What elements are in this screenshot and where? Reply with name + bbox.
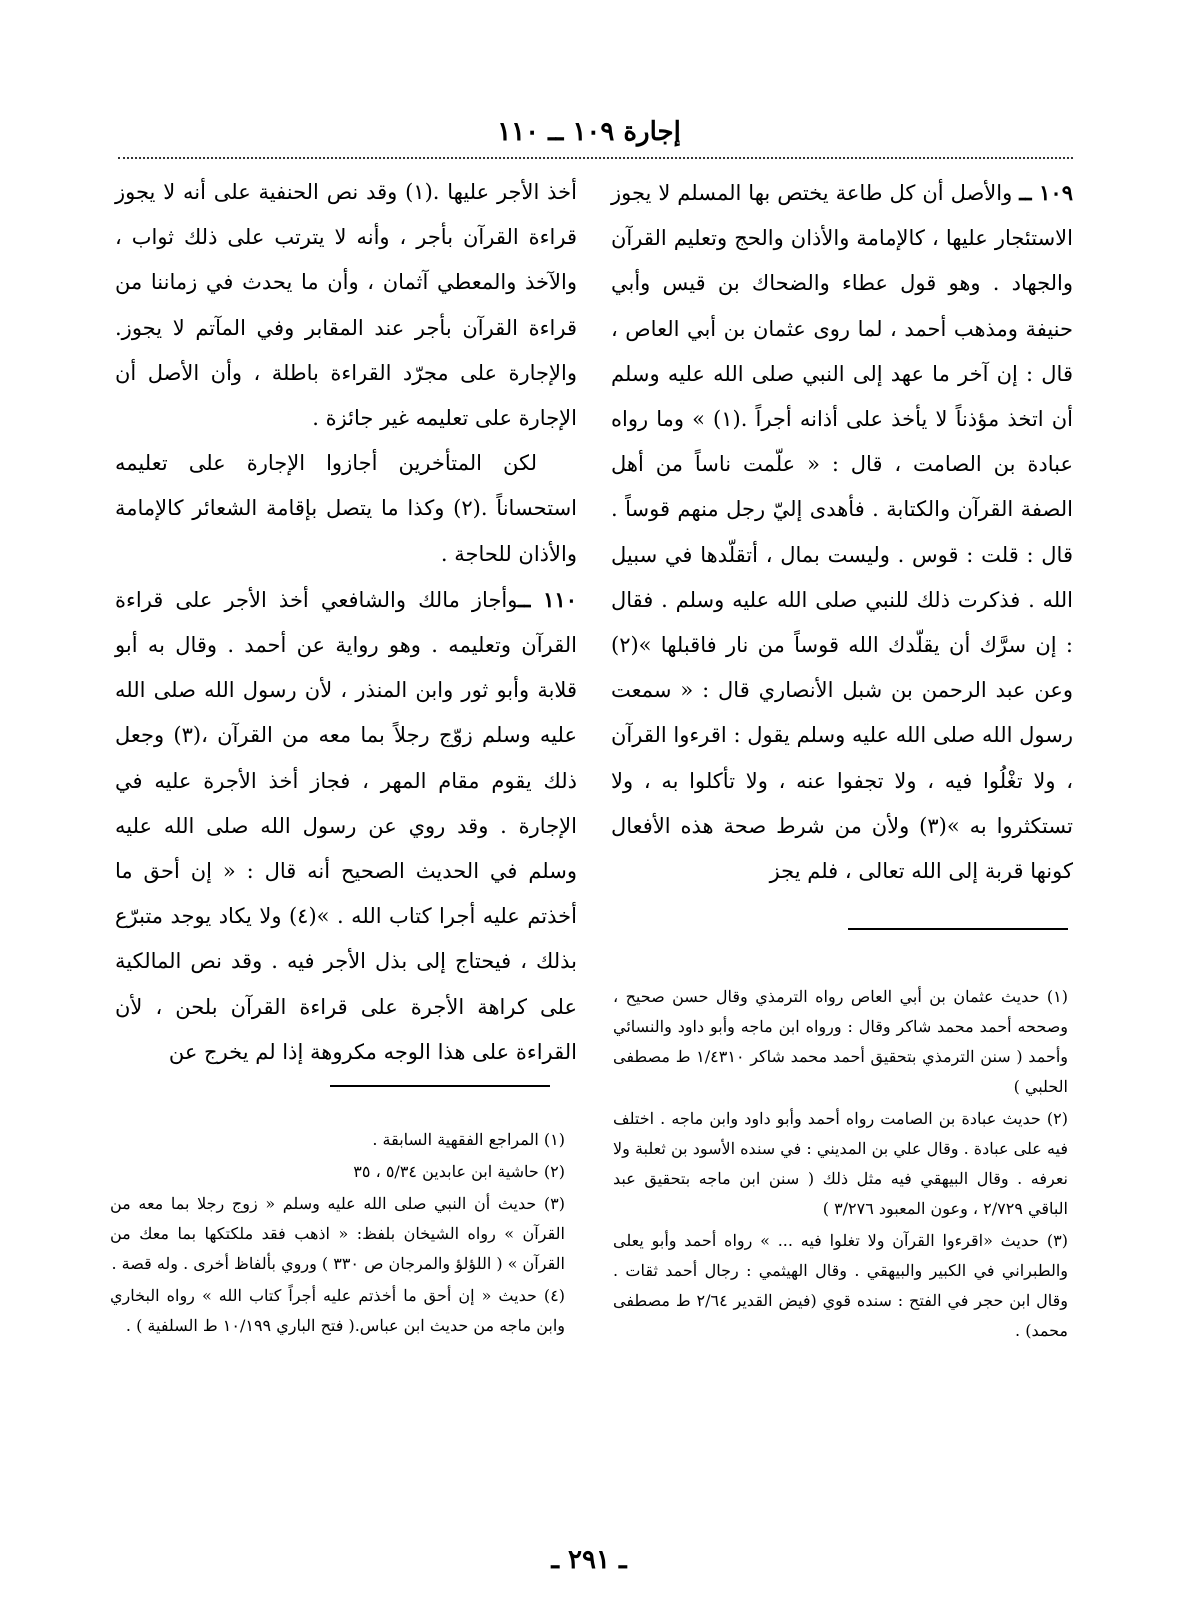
paragraph-110-text: وأجاز مالك والشافعي أخذ الأجر على قراءة القرآن وتعليمه . وهو رواية عن أحمد . وقال به أبو قلابة وأبو ثور وابن المنذر ، لأن رسول الله صلى الله عليه وسلم زوّج رجلاً بما معه من القرآن ،(٣) وجعل ذلك يقوم مقام المهر ، فجاز أخذ الأجرة عليه في الإجارة . وقد روي عن رسول الله صلى الله عليه وسلم في الحديث الصحيح أنه قال : « إن أحق ما أخذتم عليه أجرا كتاب الله . »(٤) ولا يكاد يوجد متبرّع بذلك ، فيحتاج إلى بذل الأجر فيه . وقد نص المالكية على كراهة الأجرة على قراءة القرآن بلحن ، لأن القراءة على هذا الوجه مكروهة إذا لم يخرج عن [115,587,578,1064]
paragraph-later-scholars: لكن المتأخرين أجازوا الإجارة على تعليمه استحساناً .(٢) وكذا ما يتصل بإقامة الشعائر كالإمامة والأذان للحاجة . [115,451,578,566]
section-number-110: ١١٠ ــ [518,586,577,612]
footnotes-left [110,1125,565,1343]
header-divider [118,157,1073,159]
footnote: (٣) حديث «اقرءوا القرآن ولا تغلوا فيه ... » رواه أحمد وأبو يعلى والطبراني في الكبير والبيهقي . وقال الهيثمي : رجال أحمد ثقات . وقال ابن حجر في الفتح : سنده قوي (فيض القدير ٢/٦٤ ط مصطفى محمد) . [613,1231,1068,1340]
right-column [611,170,1073,894]
left-column [115,170,577,1075]
footnote: (١) حديث عثمان بن أبي العاص رواه الترمذي وقال حسن صحيح ، وصححه أحمد محمد شاكر وقال : ورواه ابن ماجه وأبو داود والنسائي وأحمد ( سنن الترمذي بتحقيق أحمد محمد شاكر ١/٤٣١٠ ط مصطفى الحلبي ) [613,987,1068,1096]
footnotes-right [613,982,1068,1348]
section-number-109: ١٠٩ ــ [1019,180,1073,205]
footnote-divider-left [330,1085,550,1087]
footnote: (٢) حديث عبادة بن الصامت رواه أحمد وأبو داود وابن ماجه . اختلف فيه على عبادة . وقال علي بن المديني : في سنده الأسود بن ثعلبة ولا نعرفه . وقال البيهقي فيه مثل ذلك ( سنن ابن ماجه بتحقيق عبد الباقي ٢/٧٢٩ ، وعون المعبود ٣/٢٧٦ ) [613,1109,1068,1218]
footnote: (١) المراجع الفقهية السابقة . [372,1130,565,1149]
footnote-divider-right [848,928,1068,930]
paragraph-109-text: والأصل أن كل طاعة يختص بها المسلم لا يجوز الاستئجار عليها ، كالإمامة والأذان والحج وتعليم القرآن والجهاد . وهو قول عطاء والضحاك بن قيس وأبي حنيفة ومذهب أحمد ، لما روى عثمان بن أبي العاص ، قال : إن آخر ما عهد إلى النبي صلى الله عليه وسلم أن اتخذ مؤذناً لا يأخذ على أذانه أجراً .(١) » وما رواه عبادة بن الصامت ، قال : « علّمت ناساً من أهل الصفة القرآن والكتابة . فأهدى إليّ رجل منهم قوساً . قال : قلت : قوس . وليست بمال ، أتقلّدها في سبيل الله . فذكرت ذلك للنبي صلى الله عليه وسلم . فقال : إن سرَّك أن يقلّدك الله قوساً من نار فاقبلها »(٢) وعن عبد الرحمن بن شبل الأنصاري قال : « سمعت رسول الله صلى الله عليه وسلم يقول : اقرءوا القرآن ، ولا تغْلُوا فيه ، ولا تجفوا عنه ، ولا تأكلوا به ، ولا تستكثروا به »(٣) ولأن من شرط صحة هذه الأفعال كونها قربة إلى الله تعالى ، فلم يجز [611,181,1073,884]
paragraph-110 [115,577,577,1075]
footnote: (٣) حديث أن النبي صلى الله عليه وسلم « زوج رجلا بما معه من القرآن » رواه الشيخان بلفظ: « اذهب فقد ملكتكها بما معك من القرآن » ( اللؤلؤ والمرجان ص ٣٣٠ ) وروي بألفاظ أخرى . وله قصة . [110,1194,565,1273]
page-number: ـ ٢٩١ ـ [551,1545,627,1575]
paragraph-109 [611,170,1073,894]
footnote: (٤) حديث « إن أحق ما أخذتم عليه أجراً كتاب الله » رواه البخاري وابن ماجه من حديث ابن عباس.( فتح الباري ١٠/١٩٩ ط السلفية ) . [110,1286,565,1335]
page-header: إجارة ١٠٩ ــ ١١٠ [497,117,681,147]
paragraph-continued: أخذ الأجر عليها .(١) وقد نص الحنفية على أنه لا يجوز قراءة القرآن بأجر ، وأنه لا يترتب على ذلك ثواب ، والآخذ والمعطي آثمان ، وأن ما يحدث في زماننا من قراءة القرآن بأجر عند المقابر وفي المآتم لا يجوز. والإجارة على مجرّد القراءة باطلة ، وأن الأصل أن الإجارة على تعليمه غير جائزة . [115,180,577,431]
footnote: (٢) حاشية ابن عابدين ٥/٣٤ ، ٣٥ [353,1162,565,1181]
